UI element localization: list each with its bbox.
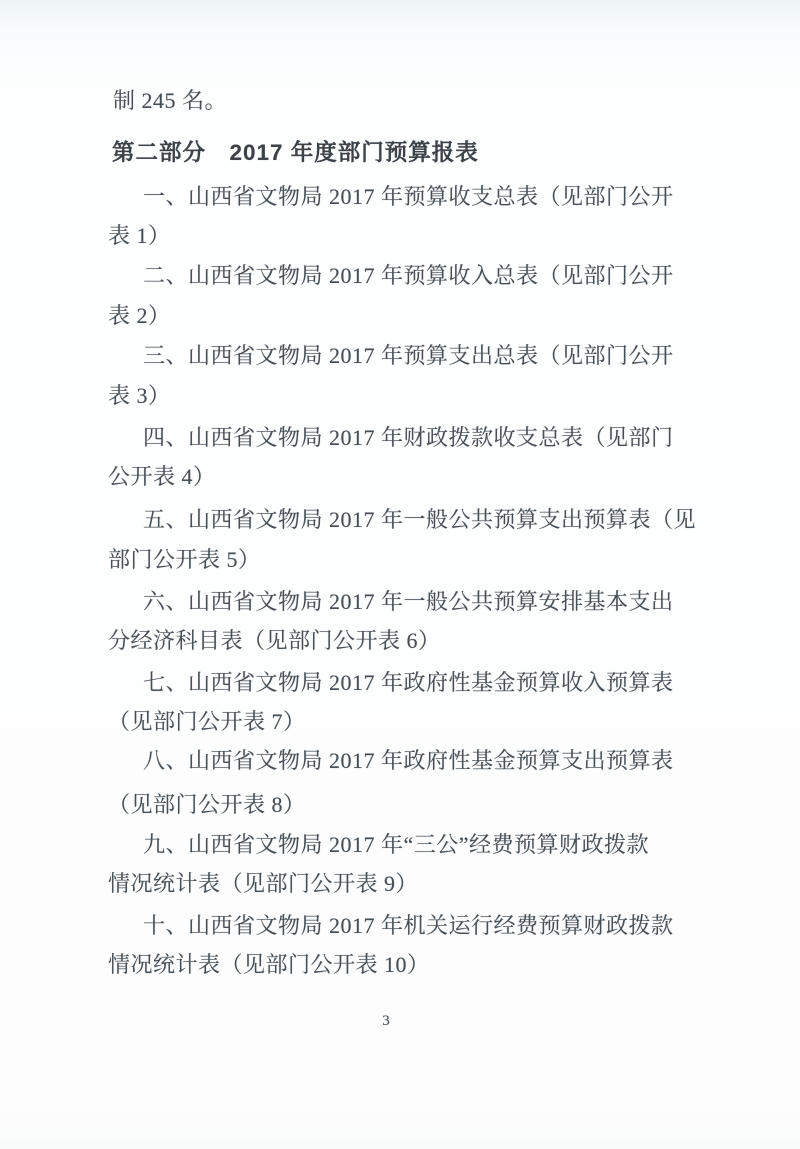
toc-line-4-continuation: 公开表 4） [108, 464, 216, 489]
page-number: 3 [382, 1013, 390, 1029]
toc-line-2: 二、山西省文物局 2017 年预算收入总表（见部门公开 [143, 263, 674, 288]
toc-line-3: 三、山西省文物局 2017 年预算支出总表（见部门公开 [143, 343, 674, 368]
section-heading: 第二部分 2017 年度部门预算报表 [112, 140, 479, 165]
toc-line-8-continuation: （见部门公开表 8） [108, 792, 306, 817]
toc-line-10-continuation: 情况统计表（见部门公开表 10） [108, 952, 430, 977]
toc-line-6: 六、山西省文物局 2017 年一般公共预算安排基本支出 [143, 589, 674, 614]
toc-line-9: 九、山西省文物局 2017 年“三公”经费预算财政拨款 [143, 832, 650, 857]
toc-line-5: 五、山西省文物局 2017 年一般公共预算支出预算表（见 [143, 507, 697, 532]
toc-line-5-continuation: 部门公开表 5） [108, 547, 261, 572]
toc-line-1-continuation: 表 1） [108, 223, 171, 248]
toc-line-1: 一、山西省文物局 2017 年预算收支总表（见部门公开 [143, 184, 674, 209]
toc-line-6-continuation: 分经济科目表（见部门公开表 6） [108, 628, 441, 653]
toc-line-7: 七、山西省文物局 2017 年政府性基金预算收入预算表 [143, 670, 674, 695]
toc-line-4: 四、山西省文物局 2017 年财政拨款收支总表（见部门 [143, 425, 674, 450]
toc-line-2-continuation: 表 2） [108, 303, 171, 328]
intro-text: 制 245 名。 [113, 88, 228, 113]
toc-line-10: 十、山西省文物局 2017 年机关运行经费预算财政拨款 [143, 913, 674, 938]
toc-line-7-continuation: （见部门公开表 7） [108, 709, 306, 734]
toc-line-8: 八、山西省文物局 2017 年政府性基金预算支出预算表 [143, 748, 674, 773]
toc-line-3-continuation: 表 3） [108, 383, 171, 408]
toc-line-9-continuation: 情况统计表（见部门公开表 9） [108, 871, 419, 896]
